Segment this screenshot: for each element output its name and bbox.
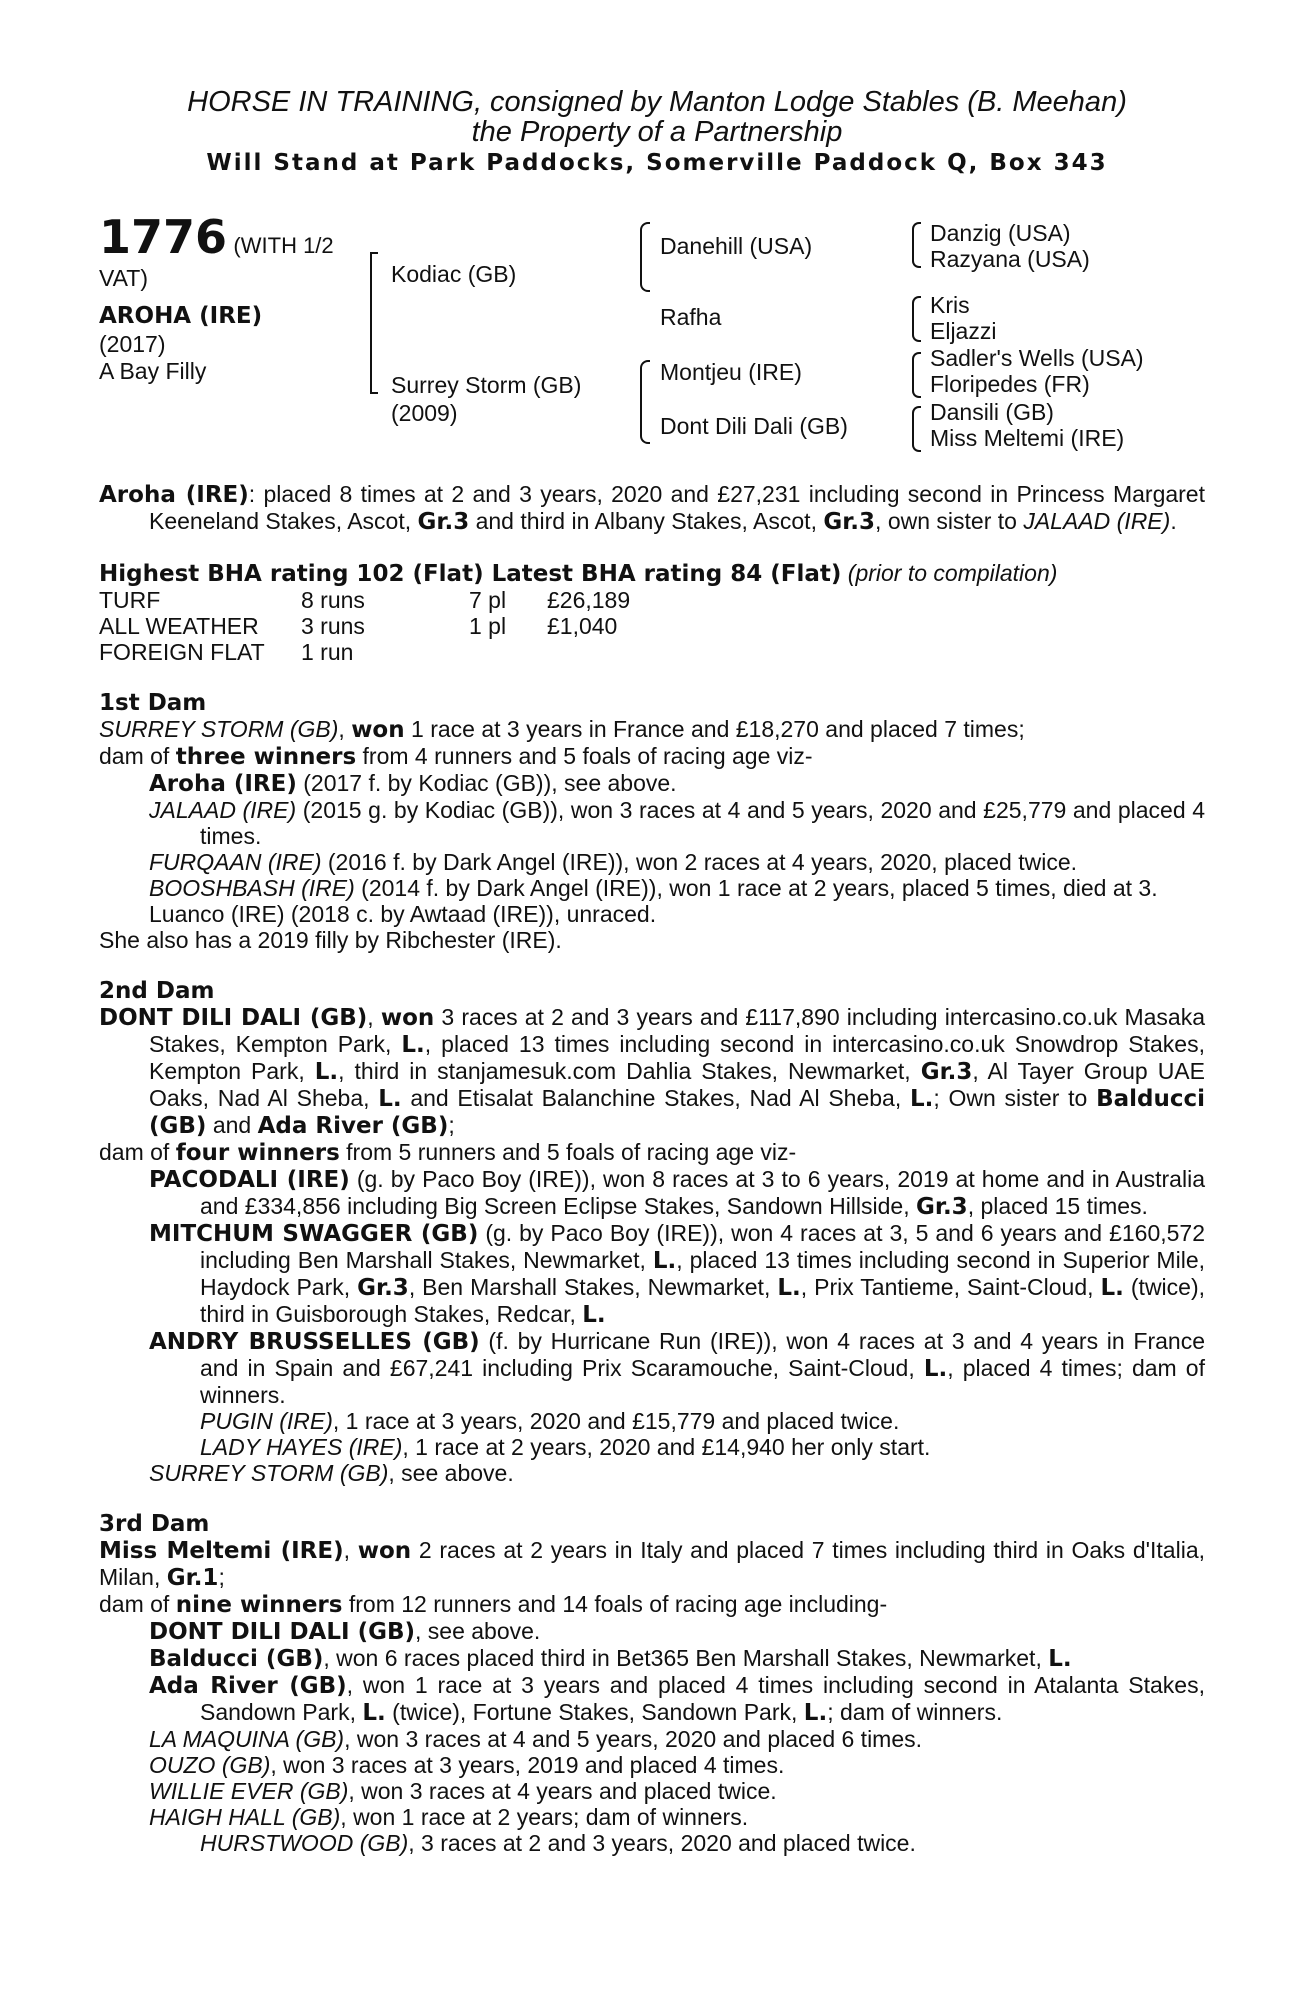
summary-sister: JALAAD (IRE) xyxy=(1023,508,1171,534)
dam3-produce-item: LA MAQUINA (GB), won 3 races at 4 and 5 years, 2020 and placed 6 times. xyxy=(149,1726,923,1752)
dam2-record: DONT DILI DALI (GB), won 3 races at 2 and 3 years and £117,890 including intercasino.co.uk Masaka Stakes, Kempton Park, L., placed 13 times including second in intercasino.co.uk Snowdrop Stakes, Kempton Park, L., third in stanjamesuk.com Dahlia Stakes, Newmarket, Gr.3, Al Tayer Group UAE Oaks, Nad Al Sheba, L. and Etisalat Balanchine Stakes, Nad Al Sheba, L.; Own sister to Balducci (GB) and Ada River (GB); xyxy=(99,1004,1206,1139)
dam3-produce-item: Balducci (GB), won 6 races placed third in Bet365 Ben Marshall Stakes, Newmarket, L. xyxy=(149,1645,1072,1672)
pedigree-brace-dam xyxy=(640,360,650,444)
dam2-produce-item: MITCHUM SWAGGER (GB) (g. by Paco Boy (IRE)), won 4 races at 3, 5 and 6 years and £160,572 including Ben Marshall Stakes, Newmarket, L., placed 13 times including second in Superior Mile, Haydock Park, Gr.3, Ben Marshall Stakes, Newmarket, L., Prix Tantieme, Saint-Cloud, L. (twice), third in Guisborough Stakes, Redcar, L. xyxy=(149,1220,1206,1328)
pedigree-brace-sire xyxy=(640,222,650,292)
race-record-row: ALL WEATHER 3 runs 1 pl £1,040 xyxy=(99,613,618,639)
lot-number-line xyxy=(99,212,334,271)
vat-note-cont: VAT) xyxy=(99,265,148,291)
race-record-row: FOREIGN FLAT 1 run xyxy=(99,639,354,665)
pedigree-dds: Dansili (GB) xyxy=(930,399,1054,425)
pedigree-brace-gen1 xyxy=(370,252,380,394)
dam3-record: Miss Meltemi (IRE), won 2 races at 2 years in Italy and placed 7 times including third in Oaks d'Italia, Milan, Gr.1; xyxy=(99,1537,1205,1591)
dam2-grandproduce-item: PUGIN (IRE), 1 race at 3 years, 2020 and £15,779 and placed twice. xyxy=(200,1408,900,1434)
pedigree-ddd: Miss Meltemi (IRE) xyxy=(930,425,1125,451)
dam2-grandproduce-item: LADY HAYES (IRE), 1 race at 2 years, 2020 and £14,940 her only start. xyxy=(200,1434,931,1460)
summary-paragraph: Aroha (IRE): placed 8 times at 2 and 3 years, 2020 and £27,231 including second in Princess Margaret Keeneland Stakes, Ascot, Gr.3 and third in Albany Stakes, Ascot, Gr.3, own sister to JALAAD (IRE). xyxy=(99,481,1205,535)
pedigree-sire-dam: Rafha xyxy=(660,304,722,330)
lot-horse-year: (2017) xyxy=(99,331,166,357)
dam1-tail: She also has a 2019 filly by Ribchester (IRE). xyxy=(99,927,562,953)
pedigree-brace-ss xyxy=(912,222,921,268)
dam3-produce-item: WILLIE EVER (GB), won 3 races at 4 years and placed twice. xyxy=(149,1778,777,1804)
pedigree-brace-ds xyxy=(912,352,921,398)
pedigree-sire-sire: Danehill (USA) xyxy=(660,233,813,259)
dam1-produce-item: Aroha (IRE) (2017 f. by Kodiac (GB)), see above. xyxy=(149,770,677,797)
dam1-produce-item: FURQAAN (IRE) (2016 f. by Dark Angel (IRE)), won 2 races at 4 years, 2020, placed twice. xyxy=(149,849,1078,875)
dam3-produce-item: DONT DILI DALI (GB), see above. xyxy=(149,1618,541,1645)
dam1-produce-item: Luanco (IRE) (2018 c. by Awtaad (IRE)), unraced. xyxy=(149,901,657,927)
pedigree-brace-sd xyxy=(912,296,921,342)
pedigree-dsd: Floripedes (FR) xyxy=(930,371,1090,397)
race-record-table xyxy=(99,587,630,665)
pedigree-ssd: Razyana (USA) xyxy=(930,246,1090,272)
dam2-produce-item: ANDRY BRUSSELLES (GB) (f. by Hurricane Run (IRE)), won 4 races at 3 and 4 years in France and in Spain and £67,241 including Prix Scaramouche, Saint-Cloud, L., placed 4 times; dam of winners. xyxy=(149,1328,1206,1408)
ratings-line: Highest BHA rating 102 (Flat) Latest BHA rating 84 (Flat) (prior to compilation) xyxy=(99,560,1058,587)
pedigree-dam-dam: Dont Dili Dali (GB) xyxy=(660,413,848,439)
lot-horse-desc: A Bay Filly xyxy=(99,358,207,384)
pedigree-brace-gen1-bottom xyxy=(370,392,378,394)
pedigree-sds: Kris xyxy=(930,292,970,318)
dam1-record: SURREY STORM (GB), won 1 race at 3 years in France and £18,270 and placed 7 times; xyxy=(99,716,1025,743)
summary-horse-name: Aroha (IRE) xyxy=(99,482,249,508)
vat-note: (WITH 1/2 xyxy=(233,233,334,258)
pedigree-sdd: Eljazzi xyxy=(930,318,997,344)
dam3-grandproduce-item: HURSTWOOD (GB), 3 races at 2 and 3 years, 2020 and placed twice. xyxy=(200,1830,916,1856)
dam1-produce-item: BOOSHBASH (IRE) (2014 f. by Dark Angel (IRE)), won 1 race at 2 years, placed 5 times, died at 3. xyxy=(149,875,1158,901)
pedigree-dam-year: (2009) xyxy=(391,400,458,426)
property-line: the Property of a Partnership xyxy=(471,116,843,148)
dam3-produce-item: Ada River (GB), won 1 race at 3 years and placed 4 times including second in Atalanta Stakes, Sandown Park, L. (twice), Fortune Stakes, Sandown Park, L.; dam of winners. xyxy=(149,1672,1205,1726)
pedigree-dss: Sadler's Wells (USA) xyxy=(930,345,1144,371)
dam2-produce-intro: dam of four winners from 5 runners and 5 foals of racing age viz- xyxy=(99,1139,797,1166)
dam3-produce-item: HAIGH HALL (GB), won 1 race at 2 years; dam of winners. xyxy=(149,1804,749,1830)
race-record-row: TURF 8 runs 7 pl £26,189 xyxy=(99,587,631,613)
pedigree-sire: Kodiac (GB) xyxy=(391,261,517,287)
dam3-produce-intro: dam of nine winners from 12 runners and 14 foals of racing age including- xyxy=(99,1591,888,1618)
dam1-heading: 1st Dam xyxy=(99,690,207,716)
dam1-produce-intro: dam of three winners from 4 runners and 5 foals of racing age viz- xyxy=(99,743,813,770)
location-line: Will Stand at Park Paddocks, Somerville Paddock Q, Box 343 xyxy=(206,150,1108,176)
dam2-produce-item: SURREY STORM (GB), see above. xyxy=(149,1460,514,1486)
dam1-produce-item: JALAAD (IRE) (2015 g. by Kodiac (GB)), won 3 races at 4 and 5 years, 2020 and £25,779 and placed 4 times. xyxy=(149,797,1205,849)
pedigree-dam-sire: Montjeu (IRE) xyxy=(660,359,802,385)
pedigree-brace-dd xyxy=(912,406,921,452)
pedigree-brace-gen1-top xyxy=(370,252,378,254)
dam2-produce-item: PACODALI (IRE) (g. by Paco Boy (IRE)), won 8 races at 3 to 6 years, 2019 at home and in Australia and £334,856 including Big Screen Eclipse Stakes, Sandown Hillside, Gr.3, placed 15 times. xyxy=(149,1166,1205,1220)
pedigree-dam: Surrey Storm (GB) xyxy=(391,372,582,398)
consignment-line: HORSE IN TRAINING, consigned by Manton Lodge Stables (B. Meehan) xyxy=(187,86,1127,118)
lot-number: 1776 xyxy=(99,210,228,264)
lot-horse-name: AROHA (IRE) xyxy=(99,303,263,329)
dam2-heading: 2nd Dam xyxy=(99,978,215,1004)
dam3-heading: 3rd Dam xyxy=(99,1511,210,1537)
dam3-produce-item: OUZO (GB), won 3 races at 3 years, 2019 and placed 4 times. xyxy=(149,1752,785,1778)
pedigree-sss: Danzig (USA) xyxy=(930,220,1071,246)
catalogue-body xyxy=(99,481,1205,1856)
